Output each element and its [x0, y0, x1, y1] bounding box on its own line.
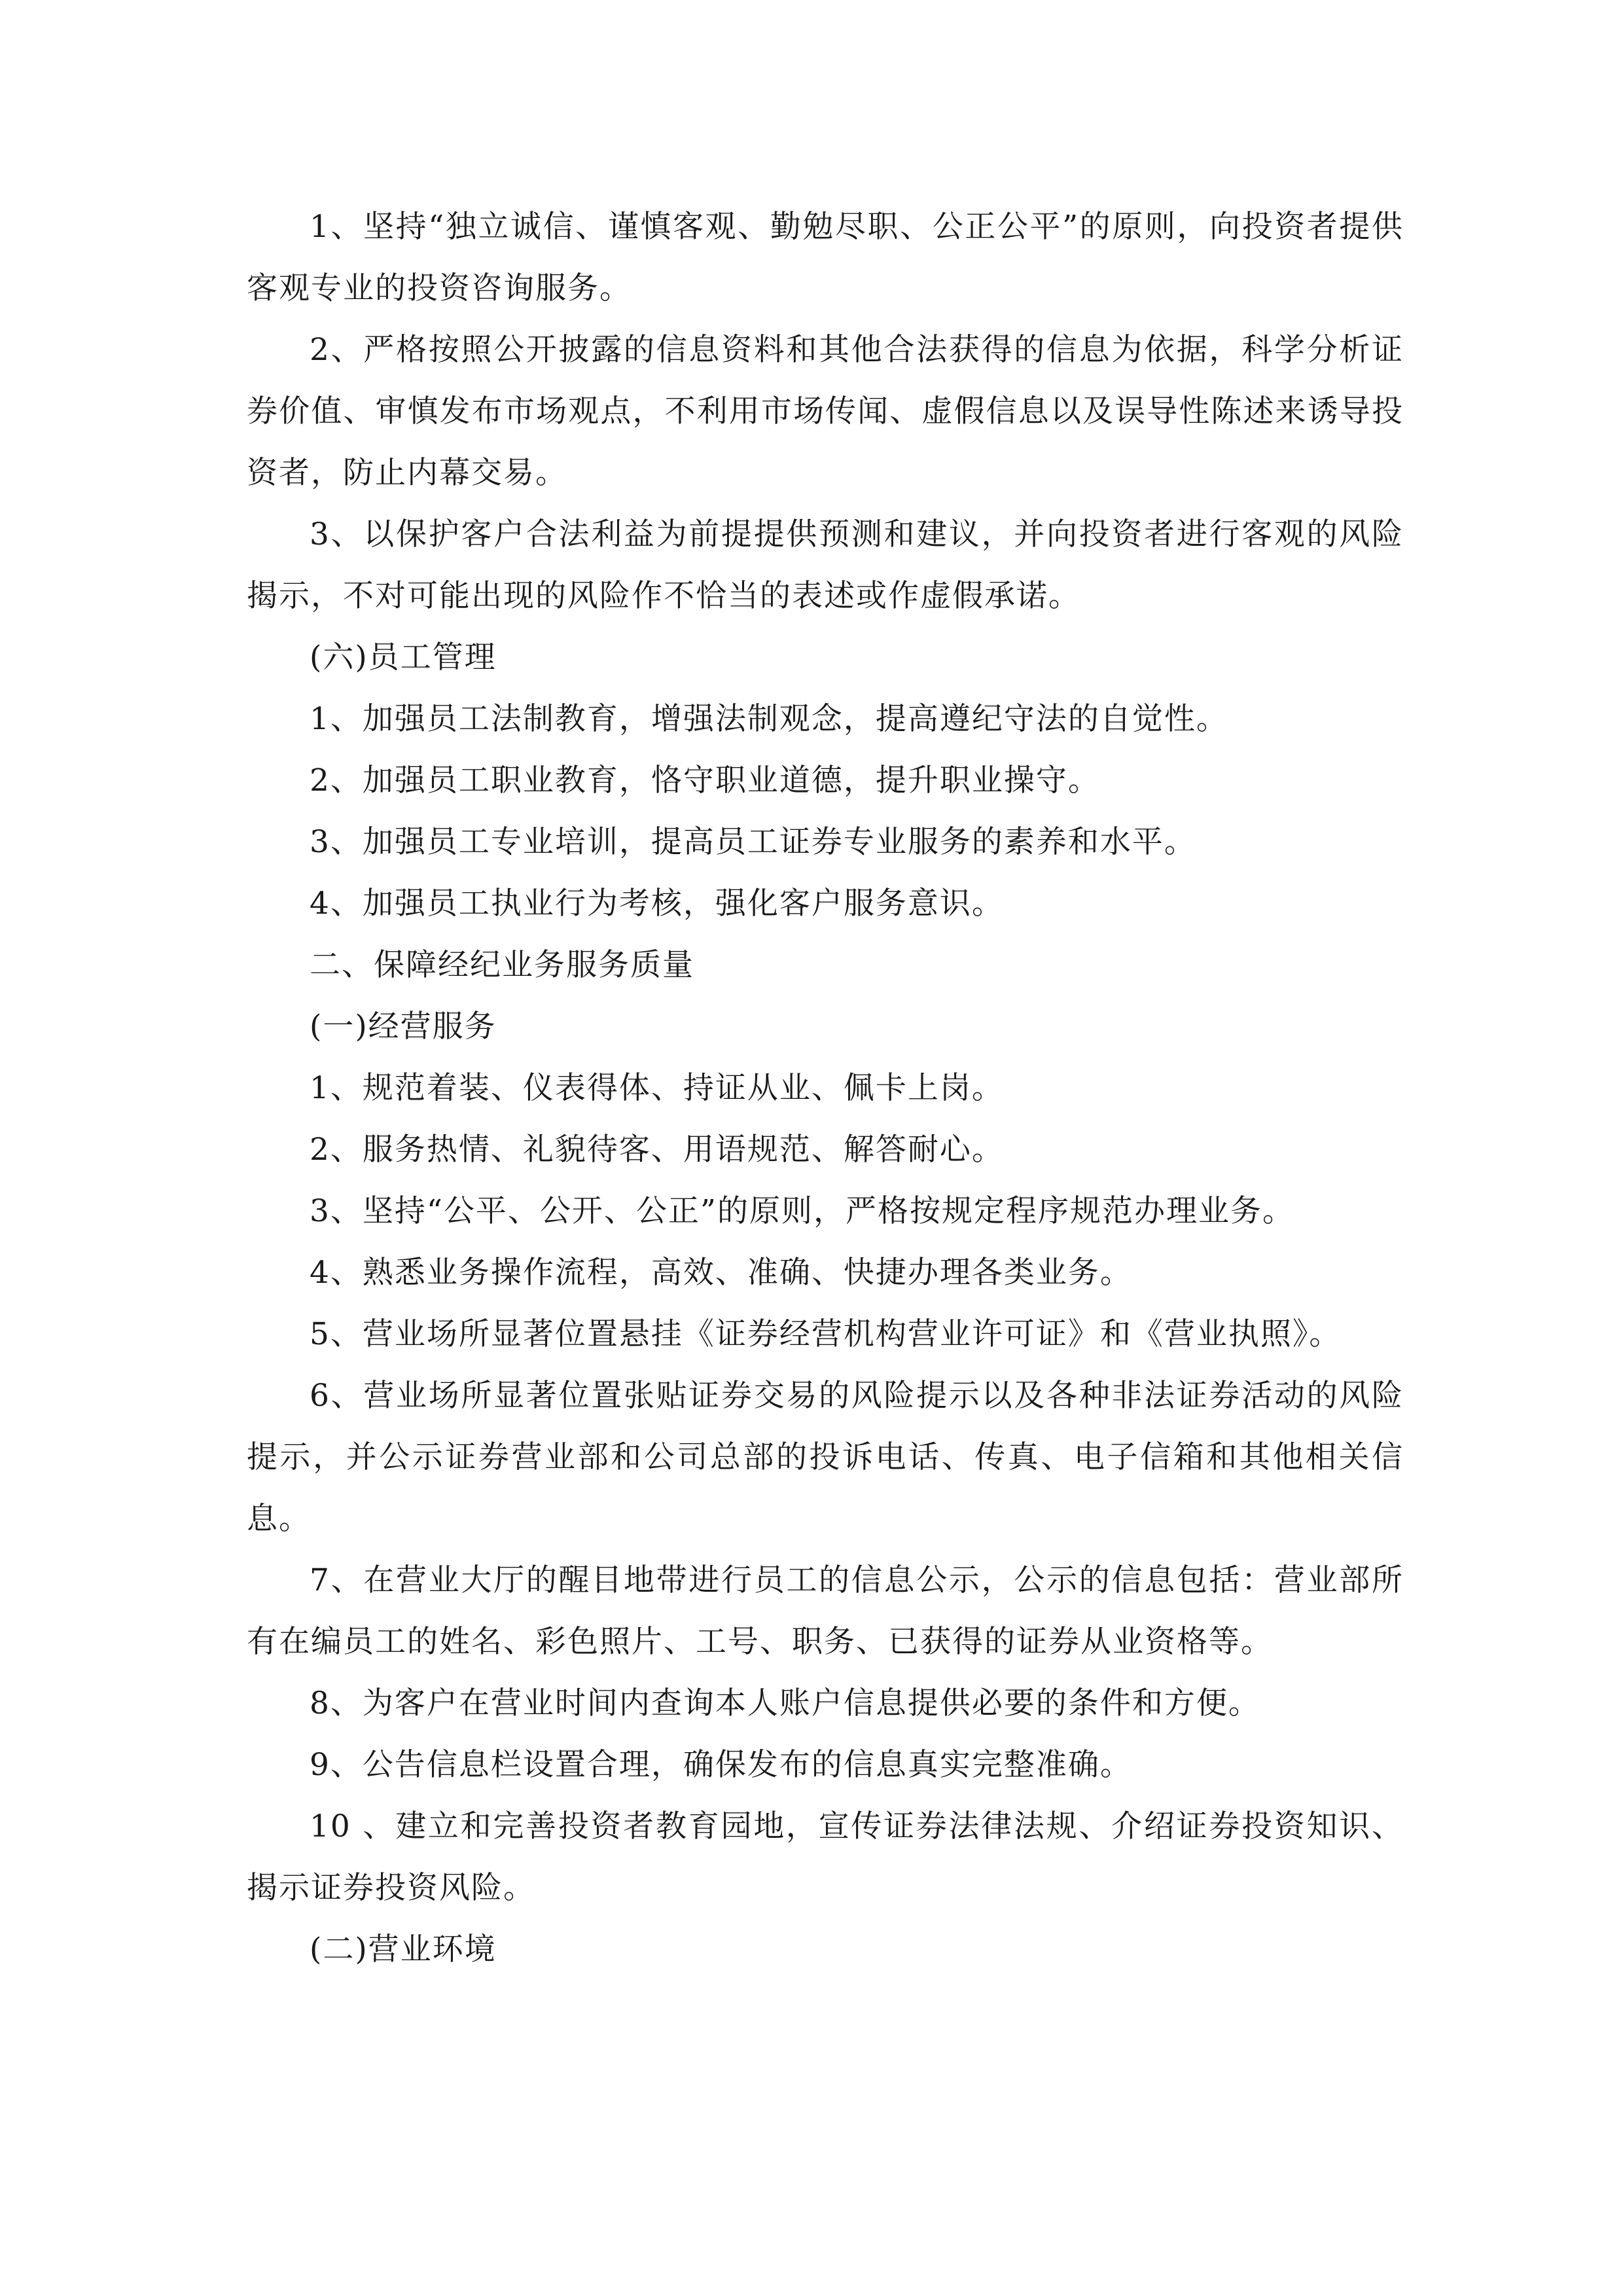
paragraph-1: 1、坚持“独立诚信、谨慎客观、勤勉尽职、公正公平”的原则，向投资者提供客观专业的投资咨询服务。 [247, 209, 1404, 306]
paragraph-staff-3: 3、加强员工专业培训，提高员工证券专业服务的素养和水平。 [310, 824, 1196, 860]
paragraph-staff-2: 2、加强员工职业教育，恪守职业道德，提升职业操守。 [310, 762, 1100, 798]
paragraph-staff-1: 1、加强员工法制教育，增强法制观念，提高遵纪守法的自觉性。 [310, 701, 1228, 737]
section-heading-service-quality: 二、保障经纪业务服务质量 [310, 947, 694, 983]
paragraph-staff-4: 4、加强员工执业行为考核，强化客户服务意识。 [310, 886, 1004, 922]
paragraph-ops-7: 7、在营业大厅的醒目地带进行员工的信息公示，公示的信息包括：营业部所有在编员工的姓名、彩色照片、工号、职务、已获得的证券从业资格等。 [247, 1562, 1404, 1660]
document-body [247, 196, 1404, 1981]
paragraph-2: 2、严格按照公开披露的信息资料和其他合法获得的信息为依据，科学分析证券价值、审慎发布市场观点，不利用市场传闻、虚假信息以及误导性陈述来诱导投资者，防止内幕交易。 [247, 332, 1404, 491]
paragraph-ops-1: 1、规范着装、仪表得体、持证从业、佩卡上岗。 [310, 1070, 1004, 1106]
subsection-heading-operations: (一)经营服务 [310, 1009, 497, 1045]
paragraph-ops-6: 6、营业场所显著位置张贴证券交易的风险提示以及各种非法证券活动的风险提示，并公示证券营业部和公司总部的投诉电话、传真、电子信箱和其他相关信息。 [247, 1378, 1404, 1537]
paragraph-ops-9: 9、公告信息栏设置合理，确保发布的信息真实完整准确。 [310, 1747, 1132, 1783]
paragraph-3: 3、以保护客户合法利益为前提提供预测和建议，并向投资者进行客观的风险揭示，不对可能出现的风险作不恰当的表述或作虚假承诺。 [247, 516, 1404, 614]
paragraph-ops-5: 5、营业场所显著位置悬挂《证券经营机构营业许可证》和《营业执照》。 [310, 1316, 1342, 1352]
paragraph-ops-3: 3、坚持“公平、公开、公正”的原则，严格按规定程序规范办理业务。 [310, 1193, 1294, 1229]
subsection-heading-environment: (二)营业环境 [310, 1931, 497, 1967]
paragraph-ops-10: 10 、建立和完善投资者教育园地，宣传证券法律法规、介绍证券投资知识、揭示证券投资风险。 [247, 1808, 1404, 1906]
section-heading-staff-management: (六)员工管理 [310, 639, 497, 675]
paragraph-ops-8: 8、为客户在营业时间内查询本人账户信息提供必要的条件和方便。 [310, 1685, 1260, 1721]
paragraph-ops-2: 2、服务热情、礼貌待客、用语规范、解答耐心。 [310, 1132, 1004, 1168]
paragraph-ops-4: 4、熟悉业务操作流程，高效、准确、快捷办理各类业务。 [310, 1255, 1132, 1291]
